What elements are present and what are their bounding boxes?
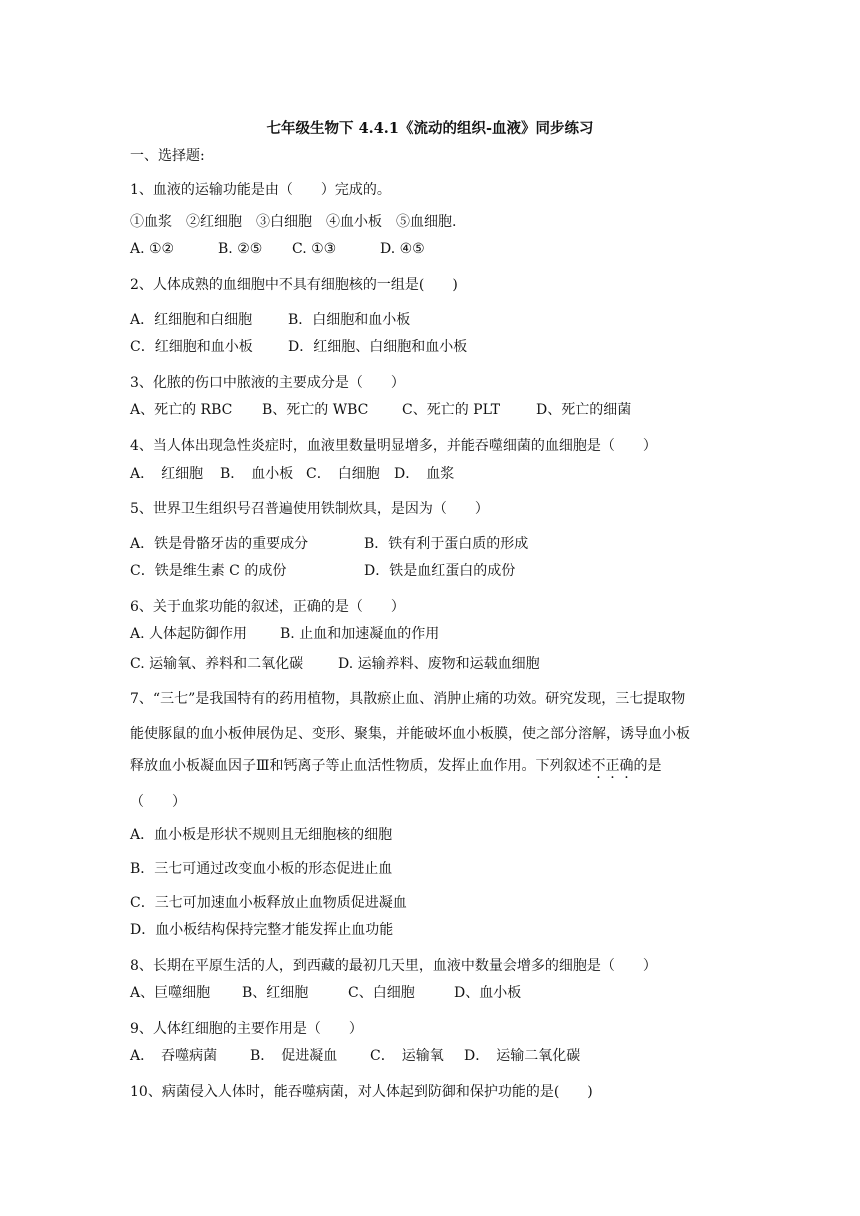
option-c: C. ①③ [292, 241, 337, 257]
question-5-stem: 5、世界卫生组织号召普遍使用铁制炊具，是因为（ ） [130, 501, 489, 517]
option-b: B． 血小板 [220, 466, 294, 482]
option-d: D、血小板 [454, 985, 522, 1001]
question-8-options [130, 984, 521, 1002]
option-a: A、巨噬细胞 [130, 985, 211, 1001]
section-heading: 一、选择题: [130, 148, 205, 164]
option-b: B、红细胞 [242, 985, 309, 1001]
option-c: C、死亡的 PLT [402, 402, 501, 418]
option-d: D．铁是血红蛋白的成份 [364, 563, 516, 579]
option-d: D．红细胞、白细胞和血小板 [288, 339, 468, 355]
option-b: B. 止血和加速凝血的作用 [280, 626, 440, 642]
question-3-options [130, 401, 631, 419]
option-d: D. ④⑤ [380, 241, 425, 257]
question-8-stem: 8、长期在平原生活的人，到西藏的最初几天里，血液中数量会增多的细胞是（ ） [130, 958, 657, 974]
question-2-options-row2 [130, 338, 467, 356]
question-2-stem: 2、人体成熟的血细胞中不具有细胞核的一组是( ) [130, 277, 458, 293]
question-7-answer-blank: （ ） [130, 794, 186, 810]
question-1-stem: 1、血液的运输功能是由（ ）完成的。 [130, 182, 391, 198]
question-7-stem-line2: 能使豚鼠的血小板伸展伪足、变形、聚集，并能破坏血小板膜，使之部分溶解，诱导血小板 [130, 726, 690, 742]
question-6-options-row2 [130, 655, 540, 673]
question-7-option-c: C．三七可加速血小板释放止血物质促进凝血 [130, 895, 407, 911]
emphasis-not-correct: 不正确 [591, 758, 634, 774]
option-d: D. 运输养料、废物和运载血细胞 [338, 656, 540, 672]
option-c: C．红细胞和血小板 [130, 339, 253, 355]
option-b: B．铁有利于蛋白质的形成 [364, 536, 529, 552]
option-d: D． 血浆 [394, 466, 455, 482]
option-d: D、死亡的细菌 [536, 402, 632, 418]
question-7-option-b: B．三七可通过改变血小板的形态促进止血 [130, 861, 393, 877]
question-2-options-row1 [130, 311, 410, 329]
question-3-stem: 3、化脓的伤口中脓液的主要成分是（ ） [130, 375, 405, 391]
question-4-options [130, 465, 454, 483]
question-7-option-a: A．血小板是形状不规则且无细胞核的细胞 [130, 827, 393, 843]
option-a: A． 红细胞 [130, 466, 204, 482]
question-5-options-row1 [130, 535, 528, 553]
option-c: C． 白细胞 [306, 466, 380, 482]
question-7-stem-line3: 释放血小板凝血因子Ⅲ和钙离子等止血活性物质，发挥止血作用。下列叙述不正确的是 [130, 758, 662, 774]
option-a: A． 吞噬病菌 [130, 1048, 218, 1064]
option-b: B. ②⑤ [218, 241, 263, 257]
option-b: B、死亡的 WBC [262, 402, 369, 418]
question-7-stem-line1: 7、“三七”是我国特有的药用植物，具散瘀止血、消肿止痛的功效。研究发现，三七提取物 [130, 691, 686, 707]
question-9-options [130, 1047, 580, 1065]
question-4-stem: 4、当人体出现急性炎症时，血液里数量明显增多，并能吞噬细菌的血细胞是（ ） [130, 438, 657, 454]
question-9-stem: 9、人体红细胞的主要作用是（ ） [130, 1021, 363, 1037]
question-5-options-row2 [130, 562, 515, 580]
option-c: C. 运输氧、养料和二氧化碳 [130, 656, 304, 672]
option-b: B．白细胞和血小板 [288, 312, 411, 328]
option-d: D． 运输二氧化碳 [464, 1048, 581, 1064]
question-6-options-row1 [130, 625, 439, 643]
option-a: A. ①② [130, 241, 175, 257]
question-10-stem: 10、病菌侵入人体时，能吞噬病菌，对人体起到防御和保护功能的是( ) [130, 1084, 593, 1100]
option-c: C．铁是维生素 C 的成份 [130, 563, 287, 579]
question-7-option-d: D．血小板结构保持完整才能发挥止血功能 [130, 922, 394, 938]
option-a: A. 人体起防御作用 [130, 626, 248, 642]
option-b: B． 促进凝血 [250, 1048, 338, 1064]
document-title: 七年级生物下 4.4.1《流动的组织-血液》同步练习 [266, 120, 594, 137]
question-6-stem: 6、关于血浆功能的叙述，正确的是（ ） [130, 599, 405, 615]
option-a: A．红细胞和白细胞 [130, 312, 253, 328]
option-c: C、白细胞 [348, 985, 415, 1001]
option-a: A、死亡的 RBC [130, 402, 233, 418]
option-c: C． 运输氧 [370, 1048, 444, 1064]
question-1-options [130, 240, 425, 258]
option-a: A．铁是骨骼牙齿的重要成分 [130, 536, 309, 552]
question-1-items: ①血浆 ②红细胞 ③白细胞 ④血小板 ⑤血细胞. [130, 214, 457, 230]
